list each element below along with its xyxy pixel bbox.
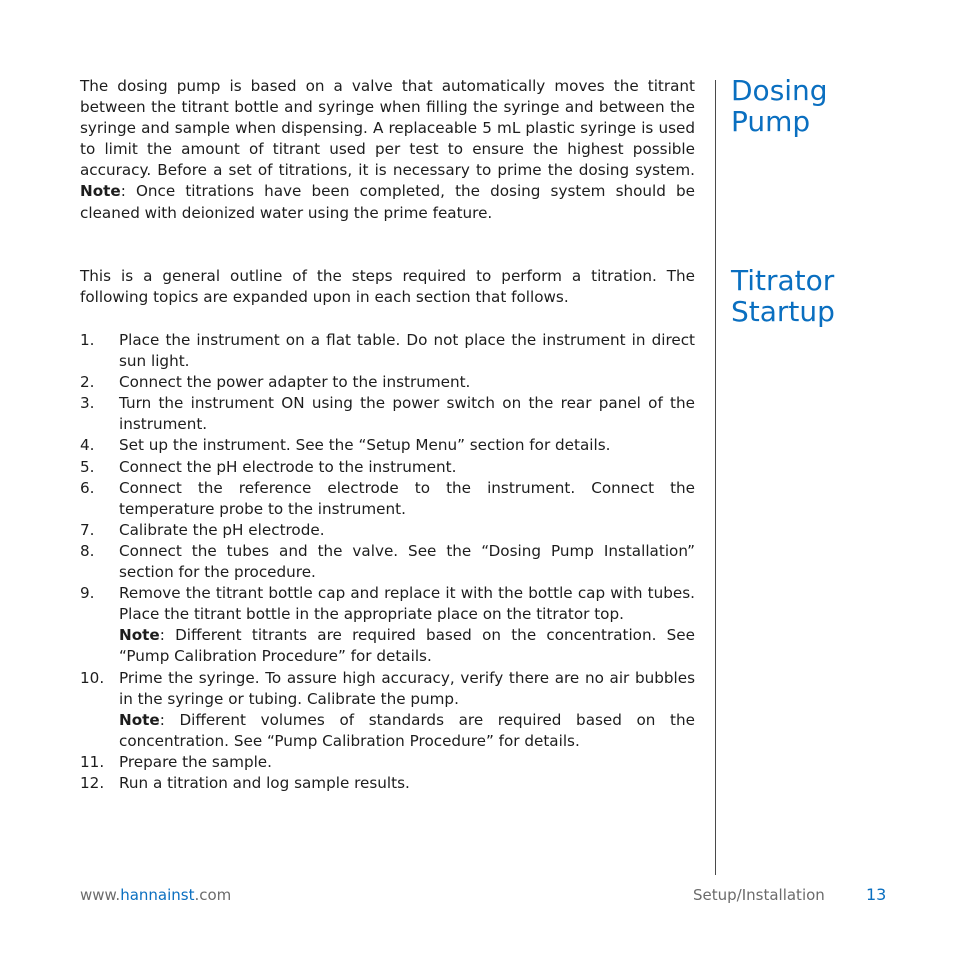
step-number: 3. (80, 394, 95, 413)
list-item (80, 583, 695, 667)
titrator-startup-heading: Titrator Startup (731, 264, 835, 328)
startup-steps-list (80, 330, 695, 794)
dosing-note-text: : Once titrations have been completed, the dosing system should be cleaned with deionized water using the prime feature. (80, 182, 695, 222)
step-text: Prepare the sample. (119, 752, 272, 771)
step-text: Remove the titrant bottle cap and replace it with the bottle cap with tubes. Place the titrant bottle in the appropriate place on the titrator top. (119, 584, 695, 624)
step-note (119, 710, 695, 752)
step-note (119, 625, 695, 667)
list-item (80, 435, 695, 456)
dosing-pump-body: The dosing pump is based on a valve that automatically moves the titrant between the titrant bottle and syringe when filling the syringe and between the syringe and sample when dispensing. A replaceable 5 mL plastic syringe is used to limit the amount of titrant used per test to ensure the highest possible accuracy. Before a set of titrations, it is necessary to prime the dosing system. (80, 77, 695, 180)
step-text: Calibrate the pH electrode. (119, 520, 325, 539)
list-item (80, 520, 695, 541)
step-text: Connect the pH electrode to the instrument. (119, 457, 457, 476)
step-note-label: Note (119, 710, 160, 729)
step-number: 7. (80, 520, 95, 539)
step-text: Turn the instrument ON using the power switch on the rear panel of the instrument. (119, 394, 695, 434)
step-note-text: : Different titrants are required based on the concentration. See “Pump Calibration Procedure” for details. (119, 626, 695, 666)
step-note-label: Note (119, 626, 160, 645)
footer-url-brand: hannainst (120, 886, 195, 904)
step-text: Connect the power adapter to the instrument. (119, 373, 471, 392)
startup-intro: This is a general outline of the steps required to perform a titration. The following topics are expanded upon in each section that follows. (80, 267, 695, 307)
list-item (80, 372, 695, 393)
step-text: Prime the syringe. To assure high accuracy, verify there are no air bubbles in the syringe or tubing. Calibrate the pump. (119, 668, 695, 708)
step-number: 11. (80, 752, 105, 771)
step-number: 2. (80, 373, 95, 392)
list-item (80, 393, 695, 435)
dosing-pump-heading: Dosing Pump (731, 74, 828, 138)
dosing-note-label: Note (80, 182, 121, 201)
list-item (80, 478, 695, 520)
step-text: Run a titration and log sample results. (119, 773, 410, 792)
step-number: 9. (80, 584, 95, 603)
step-note-text: : Different volumes of standards are required based on the concentration. See “Pump Calibration Procedure” for details. (119, 710, 695, 750)
footer-section-name: Setup/Installation (693, 886, 825, 904)
list-item (80, 668, 695, 752)
step-text: Connect the reference electrode to the instrument. Connect the temperature probe to the instrument. (119, 478, 695, 518)
step-number: 4. (80, 436, 95, 455)
step-number: 8. (80, 541, 95, 560)
footer-url-suffix: .com (194, 886, 232, 904)
list-item (80, 541, 695, 583)
list-item (80, 457, 695, 478)
step-number: 10. (80, 668, 105, 687)
footer-website-link[interactable] (80, 885, 231, 905)
step-text: Place the instrument on a flat table. Do not place the instrument in direct sun light. (119, 331, 695, 371)
list-item (80, 752, 695, 773)
step-number: 12. (80, 773, 105, 792)
step-text: Connect the tubes and the valve. See the “Dosing Pump Installation” section for the procedure. (119, 541, 695, 582)
list-item (80, 330, 695, 372)
step-text: Set up the instrument. See the “Setup Menu” section for details. (119, 436, 611, 455)
vertical-divider (715, 80, 716, 875)
footer-url-prefix: www. (80, 886, 121, 904)
page-number: 13 (866, 885, 887, 904)
step-number: 1. (80, 331, 95, 349)
step-number: 5. (80, 457, 95, 476)
list-item (80, 773, 695, 794)
step-number: 6. (80, 478, 95, 497)
dosing-pump-paragraph (80, 76, 695, 224)
